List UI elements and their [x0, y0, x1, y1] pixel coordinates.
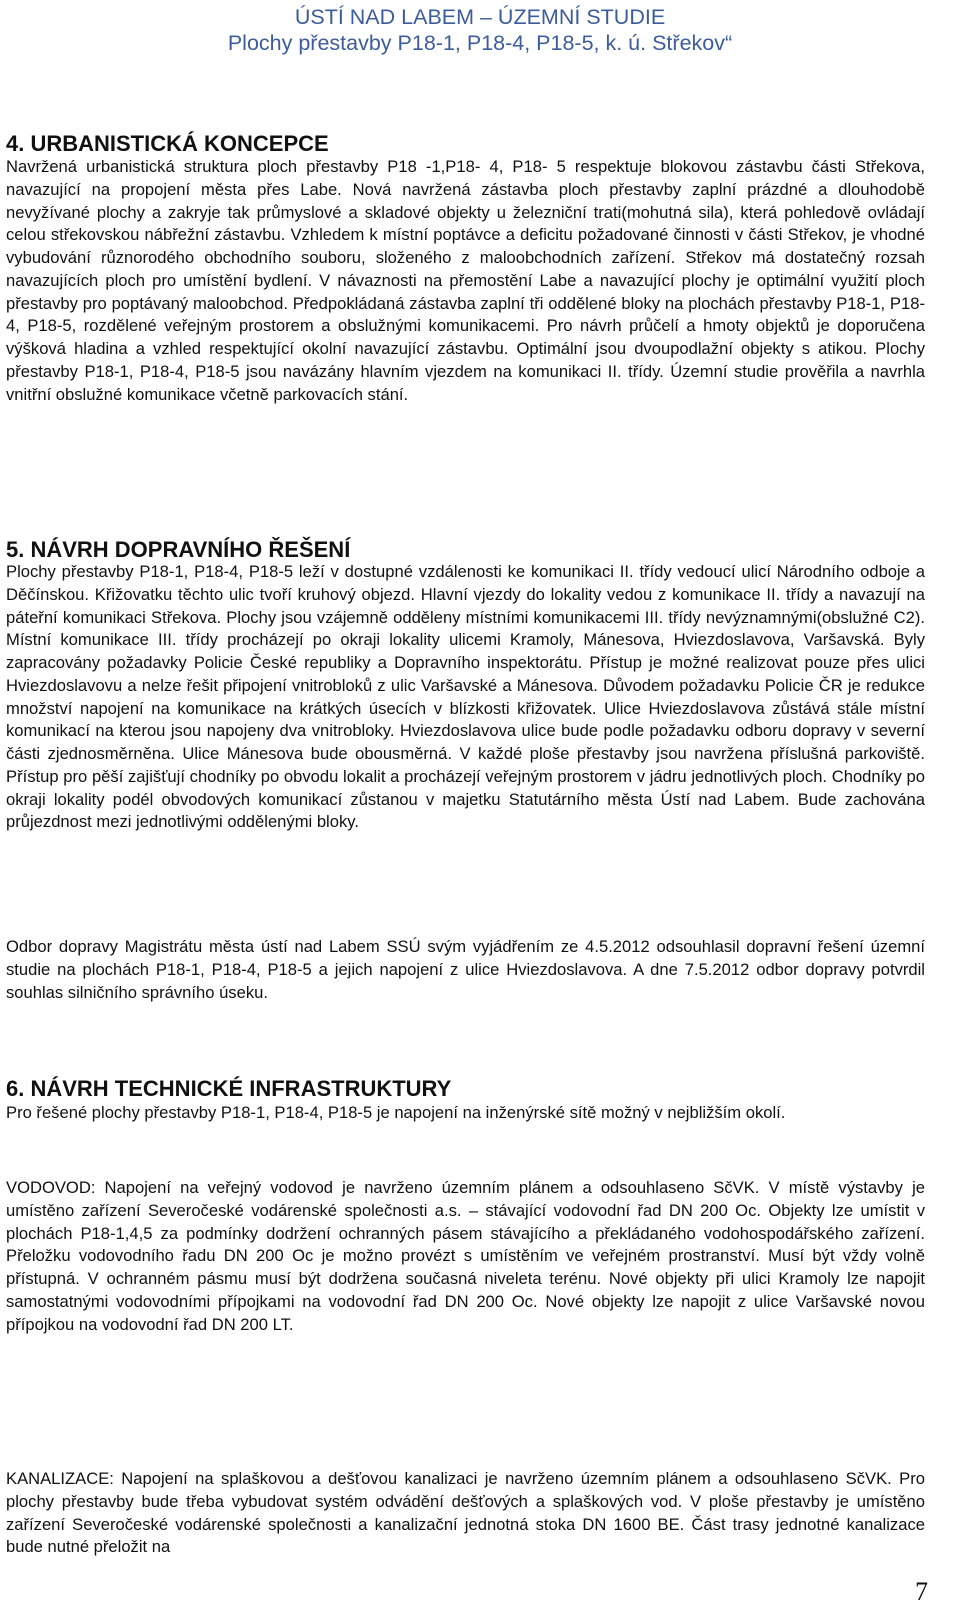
section-6-paragraph-vodovod: VODOVOD: Napojení na veřejný vodovod je navrženo územním plánem a odsouhlaseno SčVK. V místě výstavby je umístěno zařízení Severočeské vodárenské společnosti a.s. – stávající vodovodní řad DN 200 Oc. Objekty lze umístit v plochách P18-1,4,5 za podmínky dodržení ochranných pásem stávajícího a překládaného vodohospodářského zařízení. Přeložku vodovodního řadu DN 200 Oc je možno provézt s umístěním ve veřejném prostranství. Musí být vždy volně přístupná. V ochranném pásmu musí být dodržena současná niveleta terénu. Nové objekty při ulici Kramoly lze napojit samostatnými vodovodními přípojkami na vodovodní řad DN 200 Oc. Nové objekty lze napojit z ulice Varšavské novou přípojkou na vodovodní řad DN 200 LT. — [6, 1178, 925, 1334]
section-4-title: 4. URBANISTICKÁ KONCEPCE — [6, 131, 329, 156]
section-4-paragraph: Navržená urbanistická struktura ploch přestavby P18 -1,P18- 4, P18- 5 respektuje blokovou zástavbu části Střekova, navazující na propojení města přes Labe. Nová navržená zástavba ploch přestavby zaplní prázdné a dlouhodobě nevyžívané plochy a zakryje tak průmyslové a skladové objekty u železniční trati(mohutná sila), která pohledově ovládají celou střekovskou nábřežní zástavbu. Vzhledem k místní poptávce a deficitu požadované činnosti v části Střekov, je vhodné vybudování různorodého obchodního souboru, složeného z maloobchodních zařízení. Střekov má dostatečný rozsah navazujících ploch pro umístění bydlení. V návaznosti na přemostění Labe a navazující plochy je optimální využití ploch přestavby pro poptávaný maloobchod. Předpokládaná zástavba zaplní tři oddělené bloky na plochách přestavby P18-1, P18-4, P18-5, rozdělené veřejným prostorem a obslužnými komunikacemi. Pro návrh průčelí a hmoty objektů je doporučena výšková hladina a vzhled respektující okolní navazující zástavbu. Optimální jsou dvoupodlažní objekty s atikou. Plochy přestavby P18-1, P18-4, P18-5 jsou navázány hlavním vjezdem na komunikaci II. třídy. Územní studie prověřila a navrhla vnitřní obslužné komunikace včetně parkovacích stání. — [6, 157, 925, 404]
header-title: ÚSTÍ NAD LABEM – ÚZEMNÍ STUDIE — [294, 5, 666, 29]
section-6-title: 6. NÁVRH TECHNICKÉ INFRASTRUKTURY — [6, 1076, 452, 1101]
header-subtitle: Plochy přestavby P18-1, P18-4, P18-5, k. ú. Střekov“ — [227, 31, 733, 55]
section-5-paragraph-2: Odbor dopravy Magistrátu města ústí nad Labem SSÚ svým vyjádřením ze 4.5.2012 odsouhlasil dopravní řešení územní studie na plochách P18-1, P18-4, P18-5 a jejich napojení z ulice Hviezdoslavova. A dne 7.5.2012 odbor dopravy potvrdil souhlas silničního správního úseku. — [6, 937, 925, 1002]
section-5-title: 5. NÁVRH DOPRAVNÍHO ŘEŠENÍ — [6, 537, 351, 562]
section-5-paragraph-1: Plochy přestavby P18-1, P18-4, P18-5 leží v dostupné vzdálenosti ke komunikaci II. třídy vedoucí ulicí Národního odboje a Děčínskou. Křižovatku těchto ulic tvoří kruhový objezd. Hlavní vjezdy do lokality vedou z komunikace II. třídy a navazují na páteřní komunikaci Střekova. Plochy jsou vzájemně odděleny místními komunikacemi III. třídy nevýznamnými(obslužné C2). Místní komunikace III. třídy procházejí po okraji lokality ulicemi Kramoly, Mánesova, Hviezdoslavova, Varšavská. Byly zapracovány požadavky Policie České republiky a Dopravního inspektorátu. Přístup je možné realizovat pouze přes ulici Hviezdoslavovu a nelze řešit připojení vnitrobloků z ulic Varšavské a Mánesova. Důvodem požadavku Policie ČR je redukce množství napojení na komunikace na krátkých úsecích v blízkosti křižovatek. Ulice Hviezdoslavova zůstává stále místní komunikací na kterou jsou napojeny dva vnitrobloky. Hviezdoslavova ulice bude podle požadavku odboru dopravy v severní části zjednosměrněna. Ulice Mánesova bude obousměrná. V každé ploše přestavby jsou navržena příslušná parkoviště. Přístup pro pěší zajišťují chodníky po obvodu lokalit a procházejí veřejným prostorem v jádru jednotlivých ploch. Chodníky po okraji lokality podél obvodových komunikací zůstanou v majetku Statutárního města Ústí nad Labem. Bude zachována průjezdnost mezi jednotlivými oddělenými bloky. — [6, 562, 925, 832]
page-number: 7 — [915, 1577, 928, 1606]
section-6-paragraph-kanalizace: KANALIZACE: Napojení na splaškovou a dešťovou kanalizaci je navrženo územním plánem a odsouhlaseno SčVK. Pro plochy přestavby bude třeba vybudovat systém odvádění dešťových a splaškových vod. V ploše přestavby je umístěno zařízení Severočeské vodárenské společnosti a kanalizační jednotná stoka DN 1600 BE. Část trasy jednotné kanalizace bude nutné přeložit na — [6, 1469, 925, 1557]
section-6-paragraph-intro: Pro řešené plochy přestavby P18-1, P18-4, P18-5 je napojení na inženýrské sítě možný v nejbližším okolí. — [6, 1103, 786, 1122]
